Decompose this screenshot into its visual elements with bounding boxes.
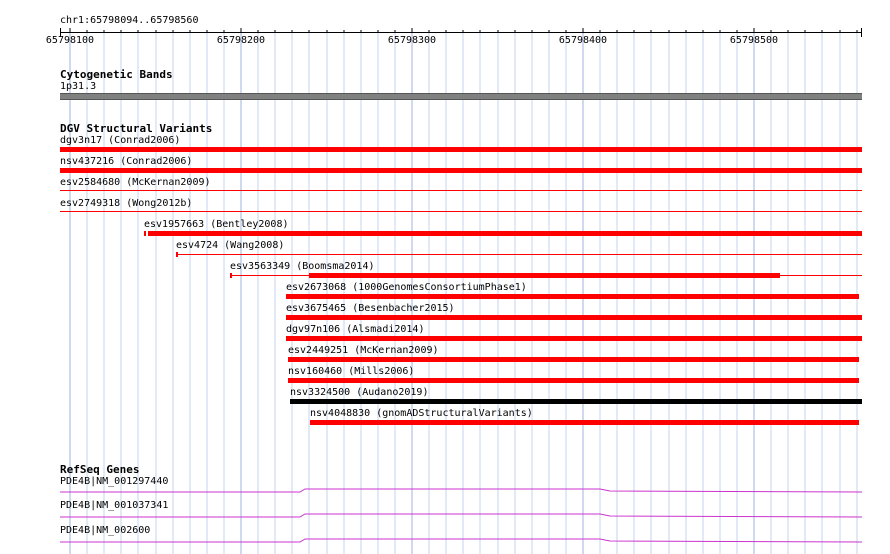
ruler-tick-label: 65798100 (45, 35, 95, 46)
variant-label[interactable]: esv1957663 (Bentley2008) (144, 219, 289, 230)
ruler-tick-label: 65798300 (387, 35, 437, 46)
ruler-tick-label: 65798400 (558, 35, 608, 46)
gene-label[interactable]: PDE4B|NM_001297440 (60, 476, 169, 487)
variant-label[interactable]: nsv437216 (Conrad2006) (60, 156, 193, 167)
gene-label[interactable]: PDE4B|NM_001037341 (60, 500, 169, 511)
cytoband-label: 1p31.3 (60, 81, 97, 92)
variant-label[interactable]: nsv3324500 (Audano2019) (290, 387, 429, 398)
refseq-track-title[interactable]: RefSeq Genes (60, 463, 140, 476)
ruler-tick-label: 65798500 (729, 35, 779, 46)
variant-label[interactable]: esv4724 (Wang2008) (176, 240, 285, 251)
variant-label[interactable]: esv3563349 (Boomsma2014) (230, 261, 375, 272)
variant-label[interactable]: esv2449251 (McKernan2009) (288, 345, 439, 356)
ruler-location: chr1:65798094..65798560 (60, 15, 199, 26)
variant-label[interactable]: esv2673068 (1000GenomesConsortiumPhase1) (286, 282, 527, 293)
gene-line[interactable] (60, 539, 862, 542)
gene-line[interactable] (60, 489, 862, 492)
variant-label[interactable]: esv2749318 (Wong2012b) (60, 198, 193, 209)
gene-label[interactable]: PDE4B|NM_002600 (60, 525, 151, 536)
variant-label[interactable]: esv3675465 (Besenbacher2015) (286, 303, 455, 314)
variant-label[interactable]: nsv4048830 (gnomADStructuralVariants) (310, 408, 533, 419)
variant-label[interactable]: dgv97n106 (Alsmadi2014) (286, 324, 425, 335)
variant-label[interactable]: nsv160460 (Mills2006) (288, 366, 415, 377)
variant-label[interactable]: dgv3n17 (Conrad2006) (60, 135, 181, 146)
ruler-tick-label: 65798200 (216, 35, 266, 46)
dgv-track-title[interactable]: DGV Structural Variants (60, 122, 213, 135)
variant-label[interactable]: esv2584680 (McKernan2009) (60, 177, 211, 188)
gene-line[interactable] (60, 514, 862, 517)
cytoband-track-title[interactable]: Cytogenetic Bands (60, 68, 173, 81)
